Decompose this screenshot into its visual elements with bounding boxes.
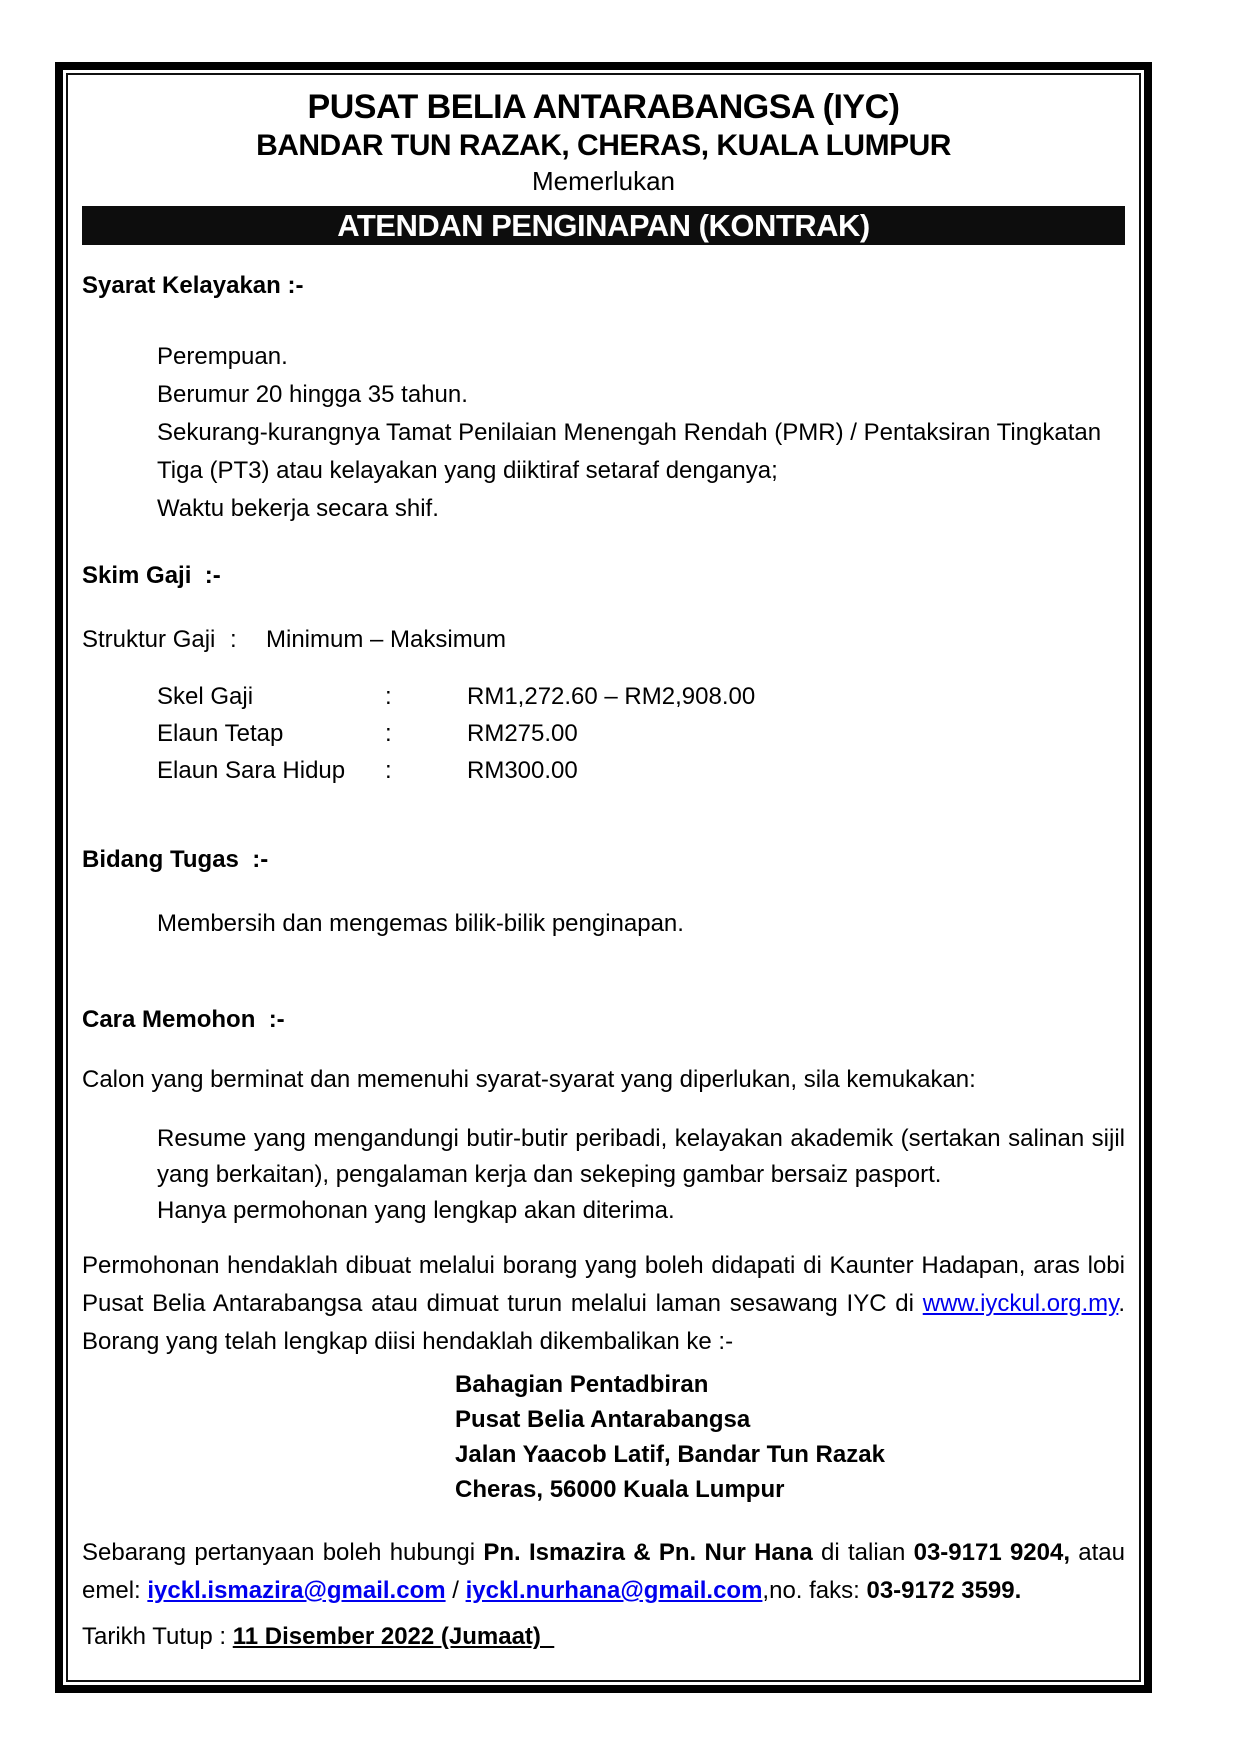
syarat-list bbox=[82, 338, 1125, 528]
text-segment: atau emel: bbox=[82, 1539, 1125, 1604]
salary-colon: : bbox=[385, 757, 392, 784]
salary-colon: : bbox=[385, 683, 392, 710]
struktur-gaji-row bbox=[82, 621, 1125, 659]
list-item bbox=[82, 905, 1125, 943]
salary-value: RM300.00 bbox=[467, 757, 578, 784]
closing-date-line bbox=[82, 1618, 1125, 1656]
bullet-square-icon bbox=[82, 414, 157, 490]
bidang-list bbox=[82, 905, 1125, 943]
struktur-gaji-label: Struktur Gaji bbox=[82, 626, 216, 653]
salary-colon: : bbox=[385, 720, 392, 747]
email-link-ismazira[interactable]: iyckl.ismazira@gmail.com bbox=[147, 1577, 446, 1604]
address-line: Jalan Yaacob Latif, Bandar Tun Razak bbox=[455, 1441, 885, 1468]
salary-label: Skel Gaji bbox=[157, 683, 254, 710]
salary-row bbox=[82, 715, 1125, 752]
org-title: PUSAT BELIA ANTARABANGSA (IYC) bbox=[307, 88, 900, 126]
bullet-square-icon bbox=[82, 678, 157, 715]
bullet-round-icon bbox=[82, 1121, 157, 1193]
list-item bbox=[82, 414, 1125, 490]
contact-paragraph bbox=[82, 1534, 1125, 1610]
bullet-square-icon bbox=[82, 376, 157, 414]
document-frame bbox=[55, 62, 1152, 1693]
list-item-text: Waktu bekerja secara shif. bbox=[157, 495, 439, 522]
mailing-address-block bbox=[455, 1367, 1125, 1507]
salary-label: Elaun Tetap bbox=[157, 720, 284, 747]
address-line: Bahagian Pentadbiran bbox=[455, 1371, 709, 1398]
salary-label: Elaun Sara Hidup bbox=[157, 757, 346, 784]
bullet-round-icon bbox=[82, 905, 157, 943]
list-item-text: Membersih dan mengemas bilik-bilik penginapan. bbox=[157, 910, 684, 937]
list-item-text: Berumur 20 hingga 35 tahun. bbox=[157, 381, 468, 408]
text-segment: 03-9172 3599. bbox=[866, 1577, 1022, 1604]
salary-list bbox=[82, 678, 1125, 789]
bullet-square-icon bbox=[82, 752, 157, 789]
text-segment: . Borang yang telah lengkap diisi hendaklah dikembalikan ke :- bbox=[82, 1290, 1125, 1355]
text-segment: / bbox=[445, 1577, 466, 1604]
cara-intro-paragraph: Calon yang berminat dan memenuhi syarat-syarat yang diperlukan, sila kemukakan: bbox=[82, 1066, 976, 1093]
heading-skim-gaji: Skim Gaji :- bbox=[82, 562, 221, 589]
text-segment: Tarikh Tutup : bbox=[82, 1623, 233, 1650]
bullet-square-icon bbox=[82, 338, 157, 376]
heading-bidang-tugas: Bidang Tugas :- bbox=[82, 846, 269, 873]
heading-cara-memohon: Cara Memohon :- bbox=[82, 1006, 285, 1033]
list-item-text: Resume yang mengandungi butir-butir peribadi, kelayakan akademik (sertakan salinan sijil yang berkaitan), pengalaman kerja dan sekeping gambar bersaiz pasport. bbox=[157, 1125, 1125, 1188]
text-segment: Pn. Ismazira & Pn. Nur Hana bbox=[483, 1539, 813, 1566]
text-segment: 11 Disember 2022 (Jumaat) bbox=[232, 1623, 555, 1650]
list-item-text: Perempuan. bbox=[157, 343, 288, 370]
bullet-round-icon bbox=[82, 1193, 157, 1229]
text-segment: di talian bbox=[812, 1539, 914, 1566]
salary-value: RM1,272.60 – RM2,908.00 bbox=[467, 683, 756, 710]
website-link[interactable]: www.iyckul.org.my bbox=[922, 1290, 1119, 1317]
job-title-banner: ATENDAN PENGINAPAN (KONTRAK) bbox=[82, 206, 1125, 245]
bullet-square-icon bbox=[82, 715, 157, 752]
salary-row bbox=[82, 678, 1125, 715]
list-item bbox=[82, 1193, 1125, 1229]
list-item bbox=[82, 376, 1125, 414]
struktur-gaji-value: Minimum – Maksimum bbox=[266, 626, 507, 653]
cara-list bbox=[82, 1121, 1125, 1229]
text-segment: Permohonan hendaklah dibuat melalui borang yang boleh didapati di Kaunter Hadapan, aras lobi Pusat Belia Antarabangsa atau dimuat turun melalui laman sesawang IYC di bbox=[82, 1252, 1125, 1317]
salary-value: RM275.00 bbox=[467, 720, 578, 747]
list-item bbox=[82, 490, 1125, 528]
heading-syarat-kelayakan: Syarat Kelayakan :- bbox=[82, 272, 304, 299]
org-address-title: BANDAR TUN RAZAK, CHERAS, KUALA LUMPUR bbox=[256, 129, 951, 162]
subtitle-memerlukan: Memerlukan bbox=[531, 166, 676, 196]
permohonan-paragraph bbox=[82, 1247, 1125, 1361]
text-segment: Sebarang pertanyaan boleh hubungi bbox=[82, 1539, 484, 1566]
list-item bbox=[82, 338, 1125, 376]
salary-row bbox=[82, 752, 1125, 789]
list-item bbox=[82, 1121, 1125, 1193]
address-line: Pusat Belia Antarabangsa bbox=[455, 1406, 751, 1433]
text-segment: ,no. faks: bbox=[762, 1577, 867, 1604]
bullet-square-icon bbox=[82, 490, 157, 528]
email-link-nurhana[interactable]: iyckl.nurhana@gmail.com bbox=[465, 1577, 763, 1604]
list-item-text: Hanya permohonan yang lengkap akan diterima. bbox=[157, 1197, 675, 1224]
address-line: Cheras, 56000 Kuala Lumpur bbox=[455, 1476, 785, 1503]
struktur-gaji-colon: : bbox=[230, 626, 237, 653]
list-item-text: Sekurang-kurangnya Tamat Penilaian Menengah Rendah (PMR) / Pentaksiran Tingkatan Tiga (PT3) atau kelayakan yang diiktiraf setaraf denganya; bbox=[157, 419, 1102, 484]
text-segment: 03-9171 9204, bbox=[913, 1539, 1071, 1566]
document-inner-border bbox=[66, 73, 1141, 1682]
